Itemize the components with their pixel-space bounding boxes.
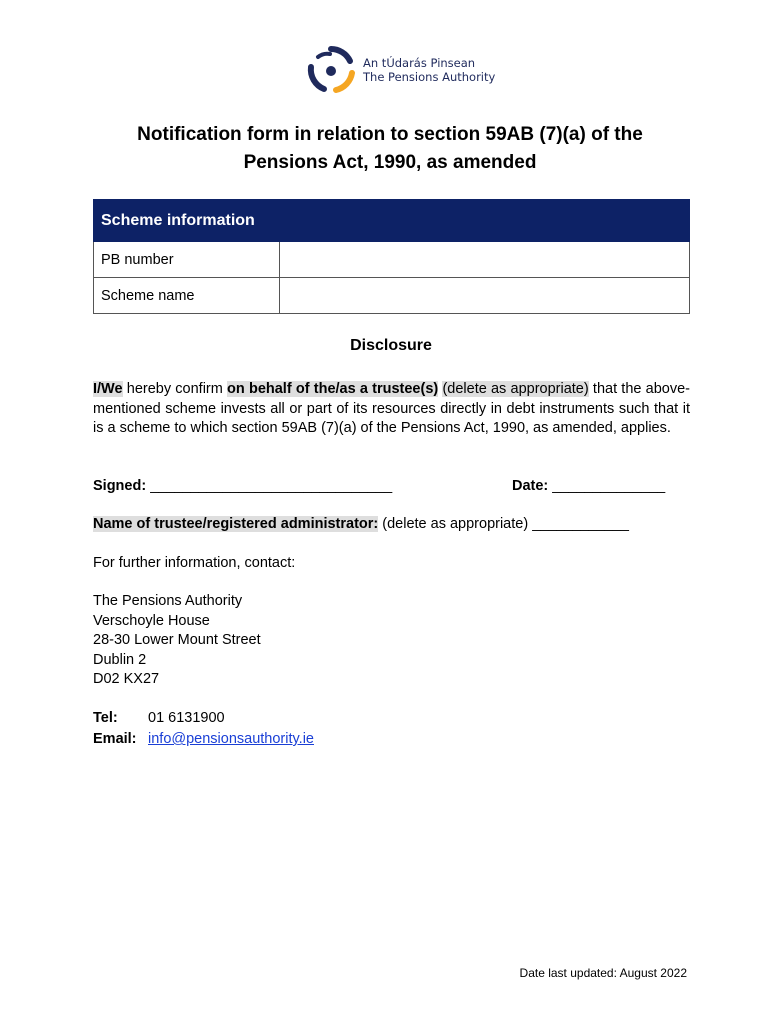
trustee-name-label: Name of trustee/registered administrator: [93,516,379,532]
tel-value: 01 6131900 [148,710,225,726]
email-row [93,729,314,750]
address-line: The Pensions Authority [93,593,243,609]
pb-number-label: PB number [94,242,280,278]
disclosure-text-3: that the above-mentioned scheme invests all or part of its resources directly in debt instruments such that it is a scheme to which section 59AB (7)(a) of the Pensions Act, 1990, as amended, applies. [93,381,690,436]
disclosure-paragraph [93,380,690,439]
date-field[interactable] [512,478,665,494]
scheme-information-header: Scheme information [94,200,690,242]
address-line: 28-30 Lower Mount Street [93,632,261,648]
title-line-2: Pensions Act, 1990, as amended [243,152,537,173]
pensions-authority-logo [306,45,495,95]
scheme-name-field[interactable] [280,278,690,314]
we-text: I/We [93,381,123,397]
disclosure-text-1: hereby confirm [122,381,228,397]
logo-line-irish: An tÚdarás Pinsean [363,56,476,70]
logo-line-english: The Pensions Authority [363,70,496,84]
address-line: Dublin 2 [93,651,147,668]
signed-label: Signed: [93,478,147,494]
tel-label: Tel: [93,710,118,726]
email-label: Email: [93,731,137,747]
date-last-updated: Date last updated: August 2022 [519,966,687,980]
scheme-name-label: Scheme name [94,278,280,314]
signed-line[interactable]: ______________________________ [150,478,393,494]
table-row [94,242,690,278]
pensions-authority-logo-icon [306,45,356,95]
trustee-name-field[interactable] [93,516,629,532]
tel-row [93,708,314,729]
form-title [60,121,720,177]
further-info-text: For further information, contact: [93,555,296,571]
pb-number-field[interactable] [280,242,690,278]
email-link[interactable]: info@pensionsauthority.ie [148,731,314,747]
contact-block [93,708,314,750]
signed-field[interactable] [93,478,392,494]
on-behalf-text: on behalf of the/as a trustee(s) [227,381,439,397]
title-line-1: Notification form in relation to section 59AB (7)(a) of the [137,124,643,145]
trustee-name-line[interactable]: ____________ [532,516,629,532]
date-label: Date: [512,478,549,494]
logo-text [363,56,495,84]
date-line[interactable]: ______________ [552,478,666,494]
delete-note: (delete as appropriate) [442,381,589,397]
scheme-information-table [93,199,690,314]
address-block [93,592,261,690]
address-line: D02 KX27 [93,671,160,687]
table-row [94,278,690,314]
trustee-name-note: (delete as appropriate) [378,516,533,532]
address-line: Verschoyle House [93,612,210,629]
disclosure-heading: Disclosure [350,337,432,354]
